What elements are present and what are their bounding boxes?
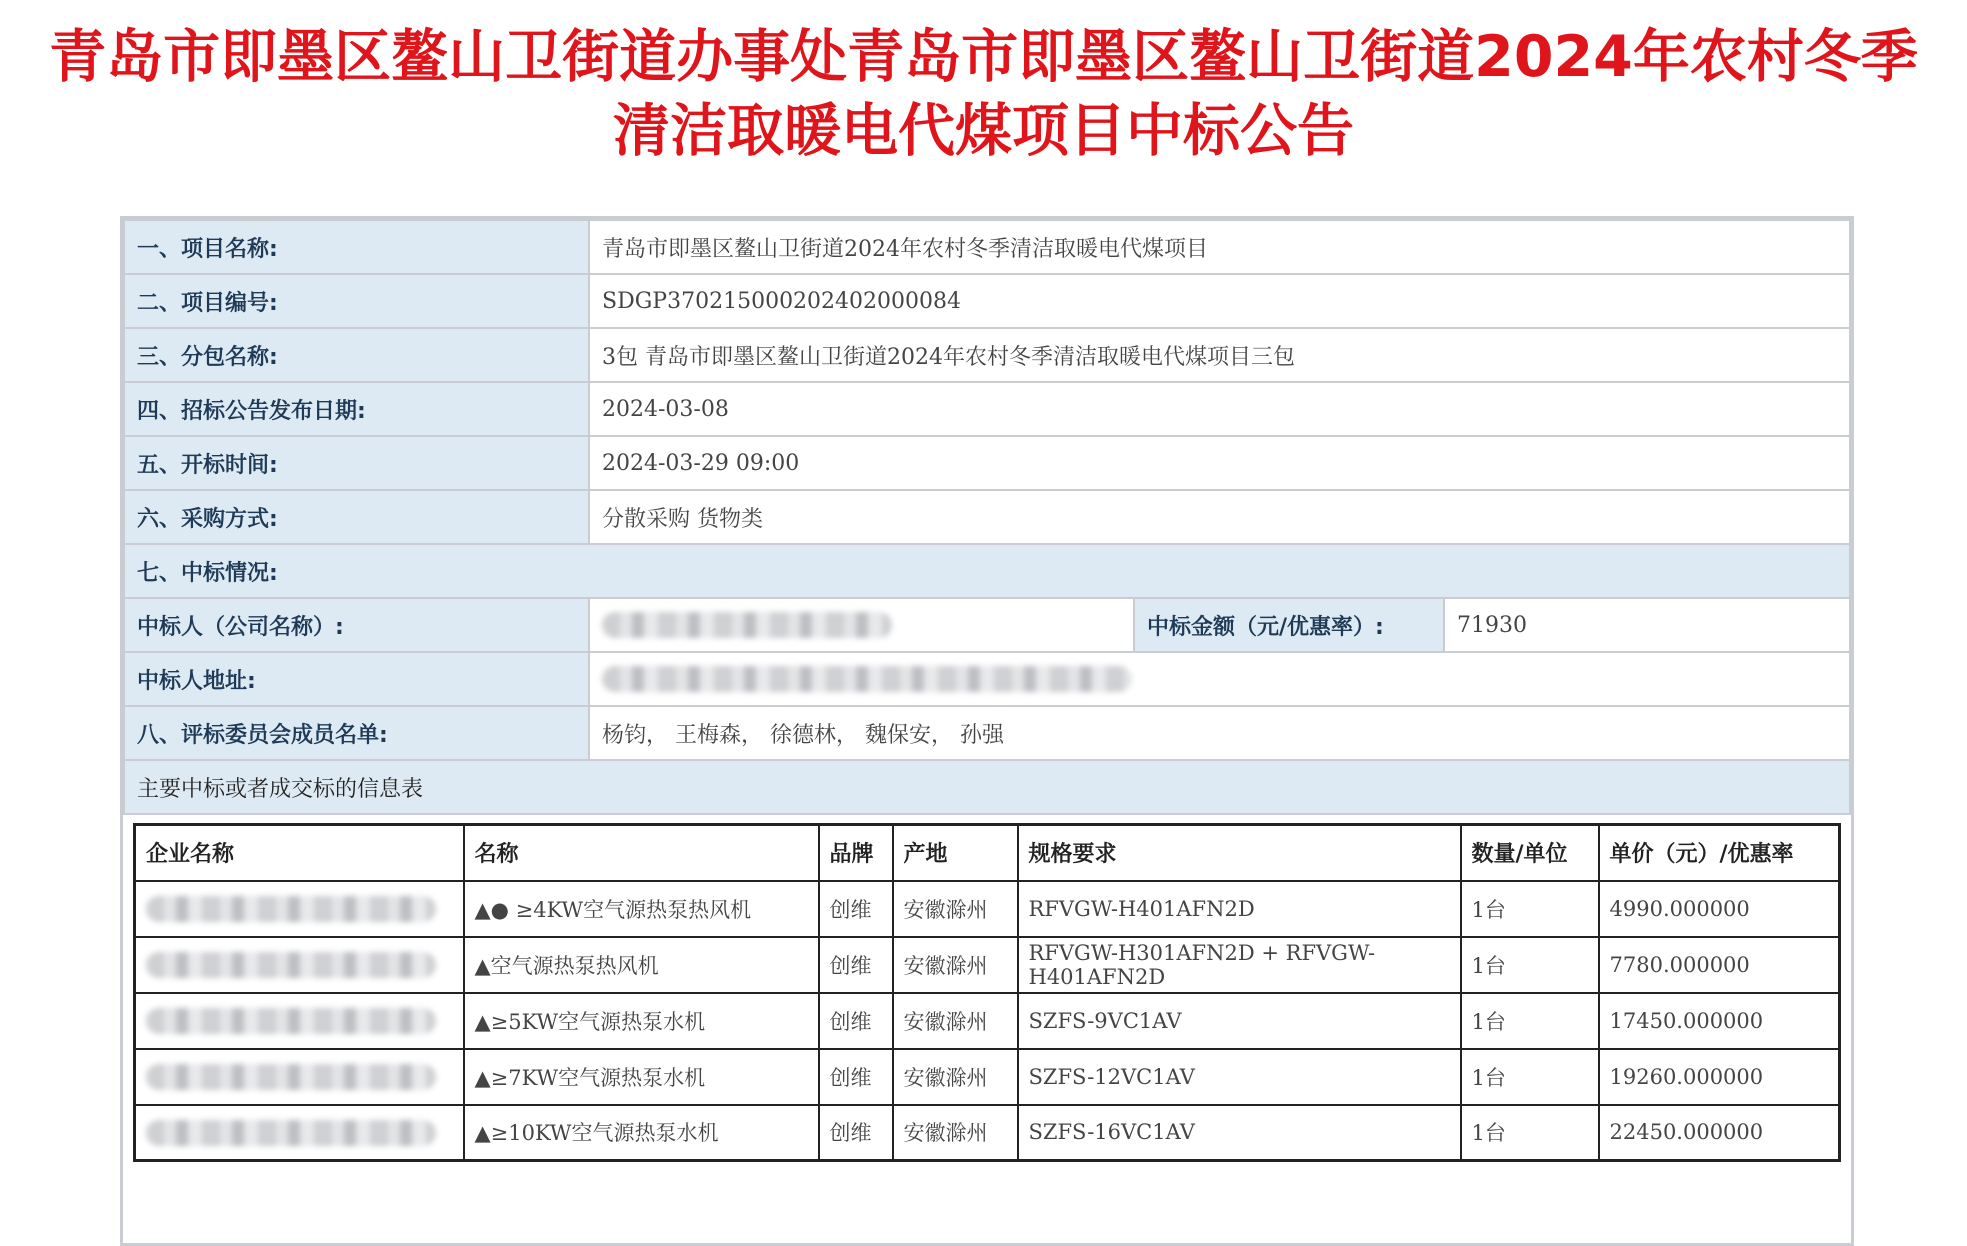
company-cell — [135, 881, 464, 937]
brand-cell: 创维 — [819, 1105, 893, 1161]
company-cell — [135, 993, 464, 1049]
price-cell: 4990.000000 — [1599, 881, 1840, 937]
redacted-company — [146, 952, 436, 978]
row-winner-address — [124, 652, 1850, 706]
winner-address-value — [589, 652, 1850, 706]
brand-cell: 创维 — [819, 881, 893, 937]
redacted-winner-name — [602, 612, 892, 638]
row-project-name — [124, 220, 1850, 274]
row-committee — [124, 706, 1850, 760]
price-cell: 17450.000000 — [1599, 993, 1840, 1049]
winner-label: 中标人（公司名称）: — [124, 598, 589, 652]
quantity-cell: 1台 — [1461, 1105, 1599, 1161]
row-project-no — [124, 274, 1850, 328]
header-origin: 产地 — [893, 825, 1018, 881]
item-name-cell: ▲● ≥4KW空气源热泵热风机 — [464, 881, 819, 937]
quantity-cell: 1台 — [1461, 881, 1599, 937]
price-cell: 19260.000000 — [1599, 1049, 1840, 1105]
header-spec: 规格要求 — [1018, 825, 1461, 881]
winner-name-value — [589, 598, 1134, 652]
package-name-value: 3包 青岛市即墨区鳌山卫街道2024年农村冬季清洁取暖电代煤项目三包 — [589, 328, 1850, 382]
row-winner — [124, 598, 1850, 652]
item-name-cell: ▲≥5KW空气源热泵水机 — [464, 993, 819, 1049]
announcement-info-table — [120, 216, 1854, 1246]
item-name-cell: ▲≥10KW空气源热泵水机 — [464, 1105, 819, 1161]
spec-cell: SZFS-16VC1AV — [1018, 1105, 1461, 1161]
origin-cell: 安徽滁州 — [893, 937, 1018, 993]
main-table-caption: 主要中标或者成交标的信息表 — [124, 760, 1850, 814]
brand-cell: 创维 — [819, 993, 893, 1049]
item-name-cell: ▲空气源热泵热风机 — [464, 937, 819, 993]
header-item-name: 名称 — [464, 825, 819, 881]
row-winning-section — [124, 544, 1850, 598]
origin-cell: 安徽滁州 — [893, 1105, 1018, 1161]
origin-cell: 安徽滁州 — [893, 881, 1018, 937]
open-time-value: 2024-03-29 09:00 — [589, 436, 1850, 490]
winning-section-label: 七、中标情况: — [124, 544, 1850, 598]
quantity-cell: 1台 — [1461, 937, 1599, 993]
winning-amount-value: 71930 — [1444, 598, 1850, 652]
header-brand: 品牌 — [819, 825, 893, 881]
table-row — [135, 937, 1840, 993]
package-name-label: 三、分包名称: — [124, 328, 589, 382]
header-company: 企业名称 — [135, 825, 464, 881]
table-row — [135, 1105, 1840, 1161]
redacted-company — [146, 896, 436, 922]
company-cell — [135, 1049, 464, 1105]
row-method — [124, 490, 1850, 544]
method-label: 六、采购方式: — [124, 490, 589, 544]
row-main-table-caption — [124, 760, 1850, 814]
origin-cell: 安徽滁州 — [893, 993, 1018, 1049]
spec-cell: SZFS-9VC1AV — [1018, 993, 1461, 1049]
redacted-company — [146, 1064, 436, 1090]
items-header-row — [135, 825, 1840, 881]
spec-cell: SZFS-12VC1AV — [1018, 1049, 1461, 1105]
row-publish-date — [124, 382, 1850, 436]
project-no-value: SDGP370215000202402000084 — [589, 274, 1850, 328]
project-name-value: 青岛市即墨区鳌山卫街道2024年农村冬季清洁取暖电代煤项目 — [589, 220, 1850, 274]
table-row — [135, 993, 1840, 1049]
redacted-company — [146, 1120, 436, 1146]
committee-label: 八、评标委员会成员名单: — [124, 706, 589, 760]
project-no-label: 二、项目编号: — [124, 274, 589, 328]
spec-cell: RFVGW-H301AFN2D + RFVGW-H401AFN2D — [1018, 937, 1461, 993]
company-cell — [135, 937, 464, 993]
brand-cell: 创维 — [819, 937, 893, 993]
page-title: 青岛市即墨区鳌山卫街道办事处青岛市即墨区鳌山卫街道2024年农村冬季清洁取暖电代煤项目中标公告 — [49, 24, 1918, 164]
redacted-winner-address — [602, 666, 1132, 692]
header-price: 单价（元）/优惠率 — [1599, 825, 1840, 881]
table-row — [135, 1049, 1840, 1105]
brand-cell: 创维 — [819, 1049, 893, 1105]
item-name-cell: ▲≥7KW空气源热泵水机 — [464, 1049, 819, 1105]
redacted-company — [146, 1008, 436, 1034]
project-name-label: 一、项目名称: — [124, 220, 589, 274]
header-quantity: 数量/单位 — [1461, 825, 1599, 881]
quantity-cell: 1台 — [1461, 1049, 1599, 1105]
row-open-time — [124, 436, 1850, 490]
price-cell: 7780.000000 — [1599, 937, 1840, 993]
publish-date-value: 2024-03-08 — [589, 382, 1850, 436]
committee-value: 杨钧， 王梅森， 徐德林， 魏保安， 孙强 — [589, 706, 1850, 760]
method-value: 分散采购 货物类 — [589, 490, 1850, 544]
company-cell — [135, 1105, 464, 1161]
quantity-cell: 1台 — [1461, 993, 1599, 1049]
open-time-label: 五、开标时间: — [124, 436, 589, 490]
table-row — [135, 881, 1840, 937]
spec-cell: RFVGW-H401AFN2D — [1018, 881, 1461, 937]
row-package-name — [124, 328, 1850, 382]
items-table-wrapper — [123, 815, 1851, 1172]
publish-date-label: 四、招标公告发布日期: — [124, 382, 589, 436]
winning-amount-label: 中标金额（元/优惠率）: — [1134, 598, 1444, 652]
price-cell: 22450.000000 — [1599, 1105, 1840, 1161]
winner-address-label: 中标人地址: — [124, 652, 589, 706]
items-table — [133, 823, 1841, 1162]
origin-cell: 安徽滁州 — [893, 1049, 1018, 1105]
